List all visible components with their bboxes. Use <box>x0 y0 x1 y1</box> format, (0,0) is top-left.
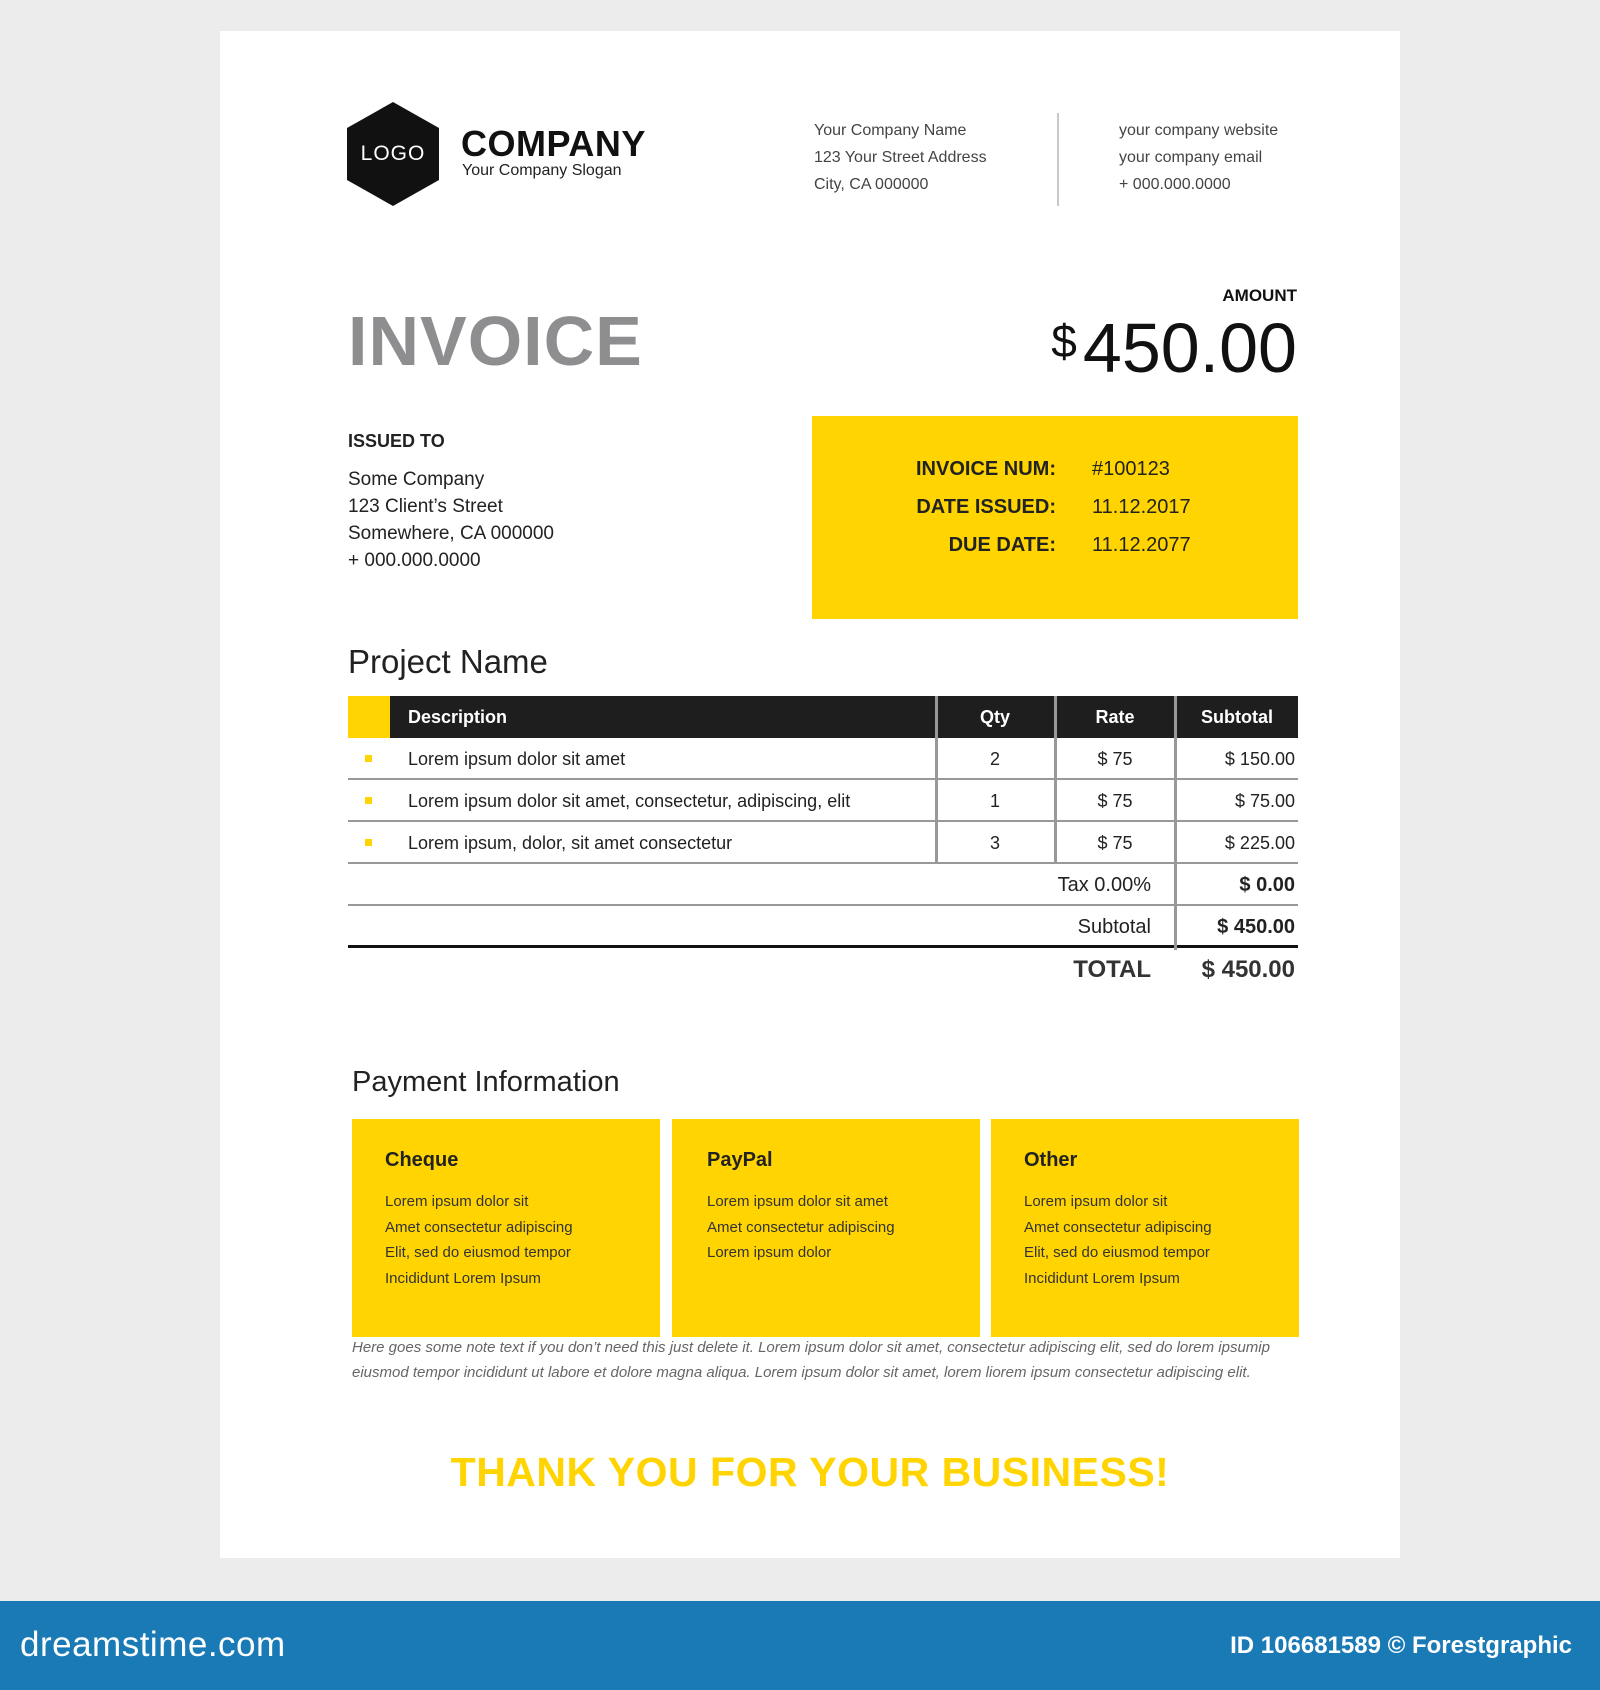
address-line: City, CA 000000 <box>814 176 929 193</box>
payment-card-cheque <box>352 1119 660 1337</box>
address-line: 123 Your Street Address <box>814 149 987 166</box>
tax-value: $ 0.00 <box>1239 874 1295 896</box>
row-rate: $ 75 <box>1097 791 1133 811</box>
subtotal-value: $ 450.00 <box>1217 916 1295 938</box>
payment-card-line: Elit, sed do eiusmod tempor <box>1024 1244 1210 1261</box>
company-slogan: Your Company Slogan <box>462 162 622 179</box>
total-row <box>348 948 1298 992</box>
payment-card-line: Lorem ipsum dolor sit amet <box>707 1193 888 1210</box>
meta-key: DATE ISSUED: <box>916 496 1056 518</box>
payment-card-line: Amet consectetur adipiscing <box>707 1218 895 1236</box>
total-value: $ 450.00 <box>1201 956 1295 983</box>
meta-key: INVOICE NUM: <box>916 458 1056 480</box>
note-text <box>352 1335 1302 1385</box>
amount-currency: $ <box>1051 315 1077 367</box>
project-name: Project Name <box>348 643 548 680</box>
payment-card-line: Lorem ipsum dolor sit <box>1024 1193 1168 1210</box>
meta-value: 11.12.2017 <box>1092 496 1191 518</box>
column-divider <box>935 696 938 864</box>
amount-value: 450.00 <box>1082 309 1297 387</box>
payment-card-line: Amet consectetur adipiscing <box>1024 1218 1212 1236</box>
row-bullet <box>365 797 372 804</box>
total-label: TOTAL <box>1073 956 1151 983</box>
row-bullet <box>365 755 372 762</box>
client-city: Somewhere, CA 000000 <box>348 523 554 544</box>
payment-card-title: PayPal <box>707 1149 773 1171</box>
table-row <box>348 822 1298 864</box>
row-description: Lorem ipsum dolor sit amet <box>408 749 626 769</box>
payment-card-line: Lorem ipsum dolor <box>707 1244 832 1261</box>
company-contact <box>1119 117 1278 198</box>
note-line: Here goes some note text if you don’t need this just delete it. Lorem ipsum dolor sit amet, consectetur adipiscing elit, sed do lorem ipsumip <box>352 1339 1270 1356</box>
subtotal-label: Subtotal <box>1077 916 1151 938</box>
meta-value: #100123 <box>1092 458 1170 480</box>
payment-card-title: Cheque <box>385 1149 459 1171</box>
payment-card-line: Incididunt Lorem Ipsum <box>1024 1269 1180 1287</box>
company-address <box>814 117 987 198</box>
note-line: eiusmod tempor incididunt ut labore et dolore magna aliqua. Lorem ipsum dolor sit amet, lorem liorem ipsum consectetur adipiscing elit. <box>352 1364 1251 1381</box>
row-rate: $ 75 <box>1097 749 1133 769</box>
payment-info-title: Payment Information <box>352 1066 620 1098</box>
client-street: 123 Client’s Street <box>348 496 503 517</box>
line-items-table <box>348 696 1298 992</box>
payment-card-paypal <box>672 1119 980 1337</box>
row-qty: 2 <box>989 749 1000 769</box>
invoice-page <box>220 31 1400 1558</box>
header-rate: Rate <box>1095 707 1135 727</box>
thank-you-message: THANK YOU FOR YOUR BUSINESS! <box>450 1449 1170 1495</box>
meta-due-date <box>812 534 1298 564</box>
header-qty: Qty <box>979 707 1010 727</box>
header-description: Description <box>408 707 508 727</box>
column-divider <box>1054 696 1057 864</box>
invoice-title: INVOICE <box>348 302 643 380</box>
footer-brand: dreamstime.com <box>20 1625 286 1664</box>
row-description: Lorem ipsum, dolor, sit amet consectetur <box>408 833 733 853</box>
amount-label: AMOUNT <box>1222 286 1297 305</box>
header-accent-block <box>348 696 390 738</box>
contact-phone: + 000.000.0000 <box>1119 176 1231 193</box>
meta-date-issued <box>812 496 1298 526</box>
amount-display <box>1051 308 1297 388</box>
column-divider <box>1174 864 1177 950</box>
row-subtotal: $ 225.00 <box>1224 833 1295 853</box>
meta-value: 11.12.2077 <box>1092 534 1191 556</box>
logo-text: LOGO <box>360 142 426 165</box>
company-name: COMPANY <box>461 123 646 164</box>
column-divider <box>1174 696 1177 864</box>
table-row <box>348 780 1298 822</box>
payment-card-line: Amet consectetur adipiscing <box>385 1218 573 1236</box>
issued-to-details <box>348 466 554 574</box>
table-header <box>348 696 1298 738</box>
payment-card-line: Lorem ipsum dolor sit <box>385 1193 529 1210</box>
address-line: Your Company Name <box>814 122 967 139</box>
invoice-meta-box <box>812 416 1298 619</box>
client-phone: + 000.000.0000 <box>348 550 481 571</box>
row-subtotal: $ 75.00 <box>1234 791 1295 811</box>
meta-key: DUE DATE: <box>948 534 1056 556</box>
contact-website: your company website <box>1119 122 1279 139</box>
row-description: Lorem ipsum dolor sit amet, consectetur, adipiscing, elit <box>408 791 851 811</box>
watermark-footer-bar <box>0 1601 1600 1690</box>
row-qty: 1 <box>989 791 1000 811</box>
row-qty: 3 <box>989 833 1000 853</box>
row-bullet <box>365 839 372 846</box>
meta-invoice-num <box>812 458 1298 488</box>
payment-card-line: Elit, sed do eiusmod tempor <box>385 1244 571 1261</box>
header-divider <box>1057 113 1059 206</box>
footer-credit: ID 106681589 © Forestgraphic <box>1230 1632 1572 1659</box>
client-name: Some Company <box>348 469 485 490</box>
tax-label: Tax 0.00% <box>1057 874 1151 896</box>
contact-email: your company email <box>1119 149 1263 166</box>
header-subtotal: Subtotal <box>1201 707 1273 727</box>
issued-to-label: ISSUED TO <box>348 431 445 451</box>
tax-row <box>348 864 1298 906</box>
payment-card-title: Other <box>1024 1149 1078 1171</box>
payment-card-other <box>991 1119 1299 1337</box>
row-subtotal: $ 150.00 <box>1224 749 1295 769</box>
payment-card-line: Incididunt Lorem Ipsum <box>385 1269 541 1287</box>
table-row <box>348 738 1298 780</box>
subtotal-row <box>348 906 1298 948</box>
row-rate: $ 75 <box>1097 833 1133 853</box>
